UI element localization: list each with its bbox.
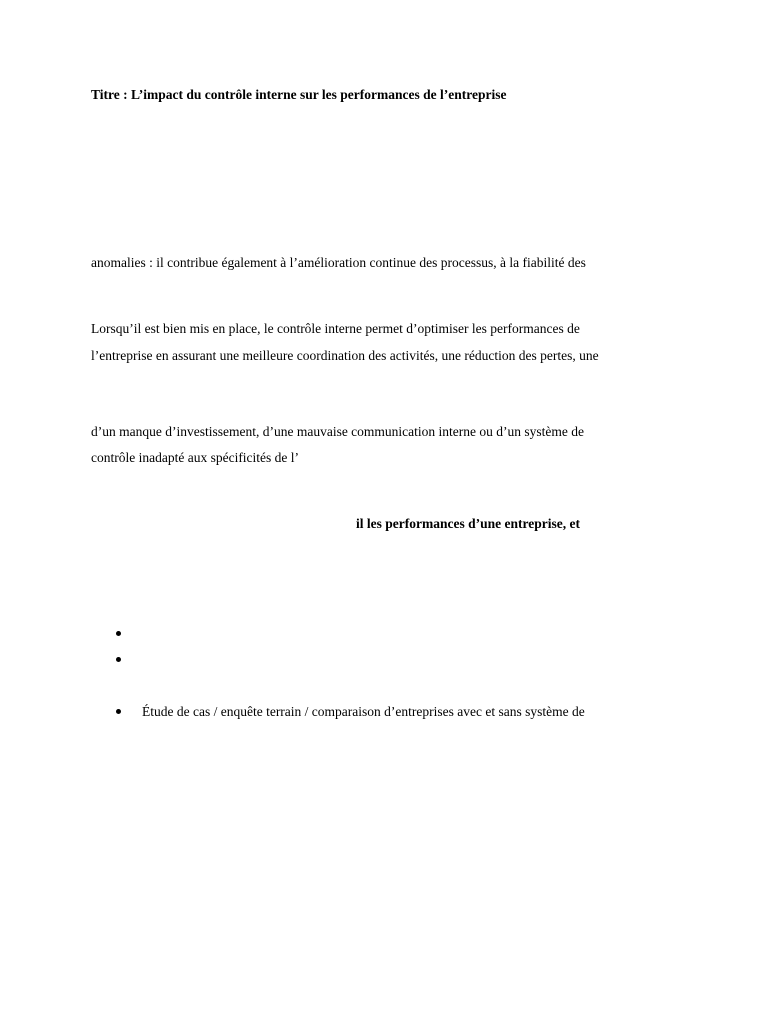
bullet-dot-icon — [116, 631, 121, 636]
paragraph-line-5: contrôle inadapté aux spécificités de l’ — [91, 450, 300, 465]
bullet-dot-icon — [116, 657, 121, 662]
paragraph-line-1: anomalies : il contribue également à l’amélioration continue des processus, à la fiabilité des — [91, 255, 586, 270]
bold-fragment: il les performances d’une entreprise, et — [356, 516, 580, 531]
document-title: Titre : L’impact du contrôle interne sur les performances de l’entreprise — [91, 87, 507, 102]
bullet-dot-icon — [116, 709, 121, 714]
paragraph-line-4: d’un manque d’investissement, d’une mauvaise communication interne ou d’un système de — [91, 424, 585, 439]
bullet-text: Étude de cas / enquête terrain / comparaison d’entreprises avec et sans système de — [142, 704, 585, 719]
paragraph-line-2: Lorsqu’il est bien mis en place, le contrôle interne permet d’optimiser les performances de — [91, 321, 580, 336]
paragraph-line-3: l’entreprise en assurant une meilleure coordination des activités, une réduction des pertes, une — [91, 348, 599, 363]
